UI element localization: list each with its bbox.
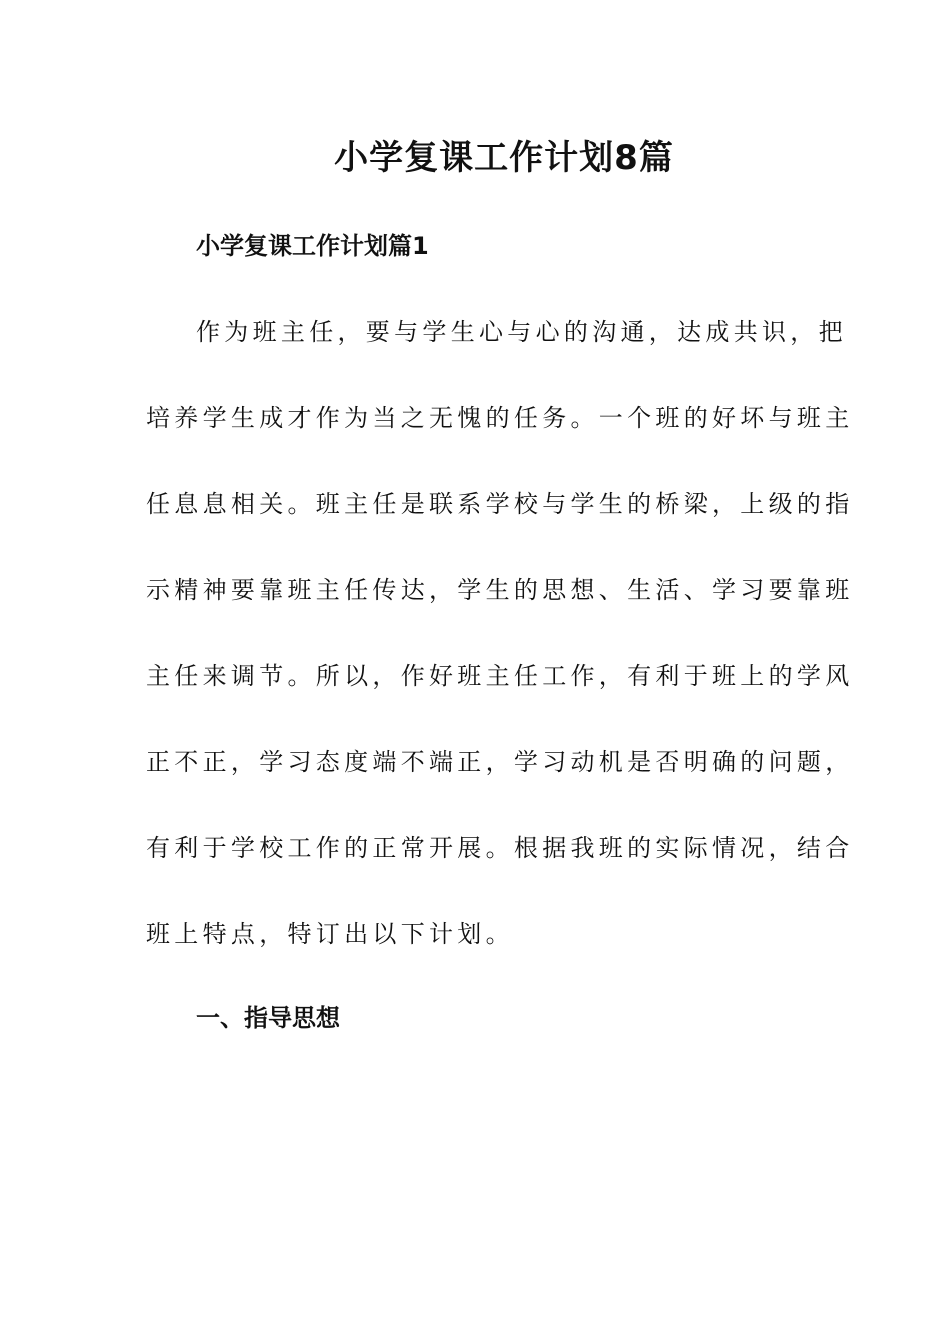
paragraph-line: 主任来调节。所以，作好班主任工作，有利于班上的学风	[146, 662, 854, 690]
section-heading: 小学复课工作计划篇1	[196, 232, 429, 260]
paragraph-line: 作为班主任，要与学生心与心的沟通，达成共识，把	[196, 318, 847, 346]
paragraph-line: 任息息相关。班主任是联系学校与学生的桥梁，上级的指	[146, 490, 854, 518]
paragraph-line: 示精神要靠班主任传达，学生的思想、生活、学习要靠班	[146, 576, 854, 604]
paragraph-line: 班上特点，特订出以下计划。	[146, 920, 514, 948]
paragraph-line: 有利于学校工作的正常开展。根据我班的实际情况，结合	[146, 834, 854, 862]
subsection-heading: 一、指导思想	[196, 1004, 340, 1032]
body-paragraph	[146, 307, 854, 995]
paragraph-line: 培养学生成才作为当之无愧的任务。一个班的好坏与班主	[146, 404, 854, 432]
paragraph-line: 正不正，学习态度端不端正，学习动机是否明确的问题，	[146, 748, 854, 776]
document-title: 小学复课工作计划8篇	[334, 138, 674, 178]
